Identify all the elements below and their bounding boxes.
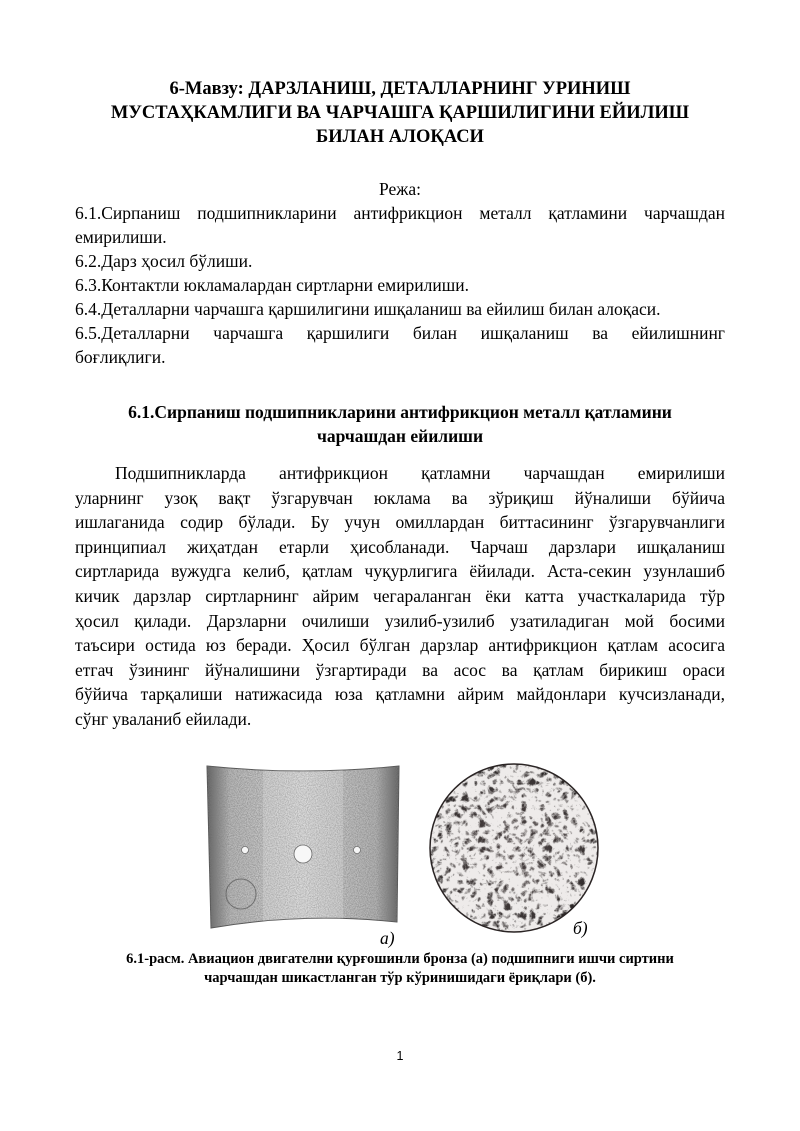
plan-item: 6.3.Контактли юкламалардан сиртларни емирилиши.	[75, 275, 469, 295]
paragraph-line: етгач ўзининг йўналишини ўзгартиради ва асос ва қатлам бирикиш ораси	[75, 659, 725, 680]
section-paragraph	[75, 461, 725, 732]
paragraph-line: бўйича тарқалиши натижасида юза қатламни айрим майдонлари кучсизланади,	[75, 684, 725, 705]
section-title-line: 6.1.Сирпаниш подшипникларини антифрикцион металл қатламини	[128, 402, 672, 422]
paragraph-line: кичик дарзлар сиртларнинг айрим чегараланган ёки катта участкаларида тўр	[75, 585, 725, 606]
page-number: 1	[396, 1049, 404, 1063]
figure-caption-line: чарчашдан шикастланган тўр кўринишидаги ёриқлари (б).	[204, 970, 596, 986]
topic-title-line: 6-Мавзу: ДАРЗЛАНИШ, ДЕТАЛЛАРНИНГ УРИНИШ	[169, 79, 631, 99]
plan-list	[75, 201, 725, 369]
section-title	[75, 400, 725, 448]
plan-item: 6.2.Дарз ҳосил бўлиши.	[75, 251, 253, 271]
paragraph-line: таъсири остида юз беради. Ҳосил бўлган дарзлар антифрикцион қатлам асосига	[75, 635, 725, 656]
paragraph-line: сиртларида вужудга келиб, қатлам чуқурлигига ёйилади. Аста-секин узунлашиб	[75, 561, 725, 582]
plan-heading: Режа:	[379, 179, 421, 199]
figure-caption	[75, 950, 725, 988]
plan-item: емирилиши.	[75, 227, 167, 247]
paragraph-line: ҳосил қилади. Дарзларни очилиши узилиб-узилиб узатиладиган мой босими	[75, 610, 725, 631]
paragraph-line: ишлаганида содир бўлади. Бу учун омиллардан биттасининг ўзгарувчанлиги	[75, 512, 725, 533]
paragraph-line: сўнг уваланиб ейилади.	[75, 708, 252, 729]
topic-title-line: БИЛАН АЛОҚАСИ	[316, 127, 484, 147]
bearing-shell-photo	[203, 762, 403, 930]
plan-item: 6.1.Сирпаниш подшипникларини антифрикцион металл қатламини чарчашдан	[75, 203, 725, 223]
figure-label-a: а)	[380, 928, 395, 948]
topic-title-line: МУСТАҲКАМЛИГИ ВА ЧАРЧАШГА ҚАРШИЛИГИНИ ЕЙИЛИШ	[110, 103, 690, 123]
crack-network-photo	[428, 762, 600, 934]
topic-title	[75, 77, 725, 149]
paragraph-line: Подшипникларда антифрикцион қатламни чарчашдан емирилиши	[115, 463, 725, 483]
plan-item: 6.4.Деталларни чарчашга қаршилигини ишқаланиш ва ейилиш билан алоқаси.	[75, 299, 661, 319]
paragraph-line: принципиал жиҳатдан етарли ҳисобланади. Чарчаш дарзлари ишқаланиш	[75, 536, 725, 557]
plan-item: боғлиқлиги.	[75, 347, 166, 367]
section-title-line: чарчашдан ейилиши	[316, 426, 484, 446]
figure-label-b: б)	[573, 918, 588, 938]
figure-caption-line: 6.1-расм. Авиацион двигателни қурғошинли бронза (а) подшипниги ишчи сиртини	[126, 951, 674, 967]
plan-item: 6.5.Деталларни чарчашга қаршилиги билан ишқаланиш ва ейилишнинг	[75, 323, 725, 343]
paragraph-line: уларнинг узоқ вақт ўзгарувчан юклама ва зўриқиш йўналиши бўйича	[75, 487, 725, 508]
